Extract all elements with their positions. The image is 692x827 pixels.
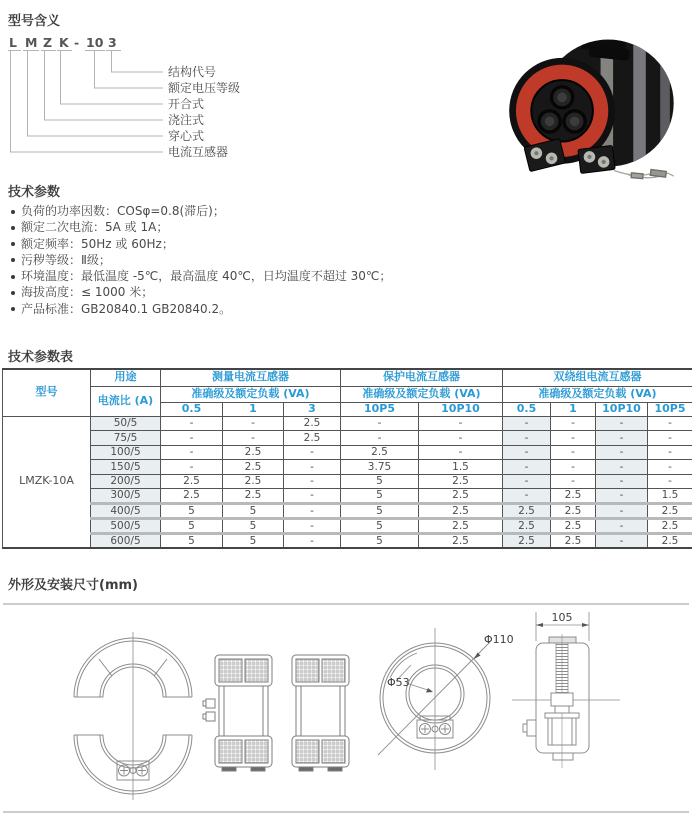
- load-value-cell: -: [503, 445, 551, 460]
- load-value-cell: -: [284, 445, 341, 460]
- current-ratio-cell: 600/5: [91, 533, 161, 548]
- tech-param-item: 负荷的功率因数：COSφ=0.8(滞后)；: [10, 203, 391, 219]
- load-value-cell: 2.5: [503, 503, 551, 518]
- load-value-cell: -: [284, 474, 341, 489]
- load-value-cell: -: [596, 503, 648, 518]
- dim-label-outer-diameter: Φ110: [484, 633, 514, 646]
- sub-col-header: 0.5: [503, 402, 551, 416]
- drawing-split-ring-view: [74, 632, 192, 800]
- load-value-cell: -: [419, 431, 503, 446]
- current-ratio-cell: 300/5: [91, 489, 161, 504]
- model-code-char: 10: [86, 36, 104, 50]
- section-title-model-meaning: 型号含义: [8, 14, 61, 29]
- load-value-cell: -: [341, 416, 419, 431]
- group-header-measure: 测量电流互感器: [161, 369, 341, 386]
- diagram-label: 浇注式: [168, 113, 205, 127]
- spec-row: [3, 518, 692, 533]
- load-value-cell: 3.75: [341, 460, 419, 475]
- spec-row: [3, 416, 692, 431]
- load-value-cell: -: [284, 533, 341, 548]
- section-title-dimensions: 外形及安装尺寸(mm): [8, 578, 138, 593]
- load-value-cell: -: [596, 489, 648, 504]
- current-ratio-cell: 100/5: [91, 445, 161, 460]
- dimension-drawings: [0, 598, 692, 816]
- diagram-label: 结构代号: [168, 65, 217, 79]
- diagram-label: 电流互感器: [168, 145, 229, 159]
- sub-col-header: 3: [284, 402, 341, 416]
- spec-row: [3, 431, 692, 446]
- load-value-cell: -: [419, 445, 503, 460]
- load-value-cell: 2.5: [551, 503, 596, 518]
- sub-col-header: 1: [551, 402, 596, 416]
- load-value-cell: -: [596, 445, 648, 460]
- accuracy-header-dual: 准确级及额定负载 (VA): [503, 386, 692, 402]
- load-value-cell: -: [551, 474, 596, 489]
- load-value-cell: -: [341, 431, 419, 446]
- load-value-cell: 5: [341, 533, 419, 548]
- load-value-cell: -: [551, 460, 596, 475]
- model-code-char: -: [74, 36, 80, 50]
- load-value-cell: 2.5: [161, 474, 223, 489]
- load-value-cell: 5: [341, 489, 419, 504]
- spec-table: [2, 368, 692, 549]
- col-header-ratio: 电流比 (A): [91, 386, 161, 416]
- drawing-bolt-side-view: [512, 612, 620, 768]
- accuracy-header-measure: 准确级及额定负载 (VA): [161, 386, 341, 402]
- load-value-cell: 2.5: [503, 533, 551, 548]
- load-value-cell: 2.5: [341, 445, 419, 460]
- section-title-tech-table: 技术参数表: [8, 350, 74, 365]
- load-value-cell: -: [284, 460, 341, 475]
- model-code-diagram: [6, 36, 351, 166]
- load-value-cell: -: [223, 416, 284, 431]
- dim-label-width: 105: [551, 611, 573, 624]
- load-value-cell: 2.5: [648, 503, 692, 518]
- product-photo: [500, 30, 680, 182]
- sub-col-header: 10P5: [341, 402, 419, 416]
- load-value-cell: -: [419, 416, 503, 431]
- sub-col-header: 10P10: [419, 402, 503, 416]
- load-value-cell: -: [648, 416, 692, 431]
- load-value-cell: 5: [161, 533, 223, 548]
- load-value-cell: 5: [341, 518, 419, 533]
- drawing-side-view-1: [203, 655, 272, 771]
- load-value-cell: 2.5: [419, 518, 503, 533]
- load-value-cell: 5: [223, 518, 284, 533]
- load-value-cell: -: [223, 431, 284, 446]
- load-value-cell: -: [503, 460, 551, 475]
- current-ratio-cell: 200/5: [91, 474, 161, 489]
- load-value-cell: -: [648, 431, 692, 446]
- spec-row: [3, 460, 692, 475]
- load-value-cell: 2.5: [648, 518, 692, 533]
- load-value-cell: -: [596, 431, 648, 446]
- load-value-cell: 1.5: [419, 460, 503, 475]
- model-code-char: L: [9, 36, 17, 50]
- spec-table-body: [3, 416, 692, 548]
- load-value-cell: -: [503, 489, 551, 504]
- spec-row: [3, 503, 692, 518]
- dim-label-inner-diameter: Φ53: [387, 676, 410, 689]
- load-value-cell: -: [596, 460, 648, 475]
- group-header-protect: 保护电流互感器: [341, 369, 503, 386]
- load-value-cell: 2.5: [551, 489, 596, 504]
- model-code-char: 3: [108, 36, 117, 50]
- load-value-cell: -: [551, 445, 596, 460]
- load-value-cell: -: [503, 431, 551, 446]
- load-value-cell: 2.5: [284, 431, 341, 446]
- sub-col-header: 10P5: [648, 402, 692, 416]
- load-value-cell: 5: [341, 474, 419, 489]
- load-value-cell: 2.5: [419, 503, 503, 518]
- current-ratio-cell: 500/5: [91, 518, 161, 533]
- diagram-label: 穿心式: [168, 129, 205, 143]
- load-value-cell: -: [161, 431, 223, 446]
- accuracy-header-protect: 准确级及额定负载 (VA): [341, 386, 503, 402]
- load-value-cell: 5: [161, 518, 223, 533]
- load-value-cell: -: [648, 445, 692, 460]
- col-header-use: 用途: [91, 369, 161, 386]
- load-value-cell: 2.5: [648, 533, 692, 548]
- load-value-cell: 2.5: [419, 474, 503, 489]
- current-ratio-cell: 50/5: [91, 416, 161, 431]
- load-value-cell: 2.5: [419, 489, 503, 504]
- load-value-cell: -: [596, 416, 648, 431]
- tech-param-item: 环境温度：最低温度 -5℃，最高温度 40℃，日均温度不超过 30℃；: [10, 268, 391, 284]
- load-value-cell: -: [161, 416, 223, 431]
- load-value-cell: -: [648, 474, 692, 489]
- load-value-cell: 5: [223, 533, 284, 548]
- spec-row: [3, 474, 692, 489]
- current-ratio-cell: 150/5: [91, 460, 161, 475]
- group-header-dual: 双绕组电流互感器: [503, 369, 692, 386]
- spec-row: [3, 489, 692, 504]
- tech-param-item: 海拔高度：≤ 1000 米；: [10, 284, 391, 300]
- tech-param-item: 污秽等级：Ⅱ级；: [10, 252, 391, 268]
- spec-row: [3, 533, 692, 548]
- section-title-tech-params: 技术参数: [8, 185, 61, 200]
- load-value-cell: 2.5: [161, 489, 223, 504]
- load-value-cell: -: [284, 503, 341, 518]
- load-value-cell: 2.5: [503, 518, 551, 533]
- load-value-cell: -: [596, 474, 648, 489]
- load-value-cell: -: [596, 533, 648, 548]
- load-value-cell: -: [551, 416, 596, 431]
- tech-param-item: 产品标准：GB20840.1 GB20840.2。: [10, 301, 391, 317]
- load-value-cell: 5: [223, 503, 284, 518]
- load-value-cell: 2.5: [223, 474, 284, 489]
- col-header-model: 型号: [3, 369, 91, 416]
- load-value-cell: -: [596, 518, 648, 533]
- drawing-side-view-2: [292, 655, 349, 771]
- tech-param-item: 额定二次电流：5A 或 1A；: [10, 219, 391, 235]
- load-value-cell: -: [284, 489, 341, 504]
- load-value-cell: -: [503, 416, 551, 431]
- load-value-cell: 1.5: [648, 489, 692, 504]
- load-value-cell: -: [551, 431, 596, 446]
- diagram-connector-lines: [8, 51, 163, 153]
- sub-col-header: 1: [223, 402, 284, 416]
- drawing-circle-view: [378, 628, 490, 770]
- model-value-cell: LMZK-10A: [3, 416, 91, 548]
- load-value-cell: 2.5: [551, 518, 596, 533]
- load-value-cell: 5: [161, 503, 223, 518]
- spec-row: [3, 445, 692, 460]
- model-code-char: M: [25, 36, 38, 50]
- load-value-cell: 2.5: [223, 489, 284, 504]
- diagram-label: 额定电压等级: [168, 81, 241, 95]
- load-value-cell: -: [161, 460, 223, 475]
- load-value-cell: -: [648, 460, 692, 475]
- load-value-cell: -: [503, 474, 551, 489]
- load-value-cell: -: [284, 518, 341, 533]
- ct-seal-wire: [614, 170, 674, 179]
- current-ratio-cell: 75/5: [91, 431, 161, 446]
- model-code-char: Z: [43, 36, 53, 50]
- load-value-cell: 2.5: [551, 533, 596, 548]
- sub-col-header: 0.5: [161, 402, 223, 416]
- current-ratio-cell: 400/5: [91, 503, 161, 518]
- tech-param-item: 额定频率：50Hz 或 60Hz；: [10, 236, 391, 252]
- load-value-cell: 2.5: [223, 445, 284, 460]
- load-value-cell: 2.5: [223, 460, 284, 475]
- load-value-cell: -: [161, 445, 223, 460]
- diagram-label: 开合式: [168, 97, 205, 111]
- load-value-cell: 2.5: [284, 416, 341, 431]
- tech-params-list: [10, 203, 391, 317]
- load-value-cell: 2.5: [419, 533, 503, 548]
- load-value-cell: 5: [341, 503, 419, 518]
- model-code-char: K: [59, 36, 69, 50]
- sub-col-header: 10P10: [596, 402, 648, 416]
